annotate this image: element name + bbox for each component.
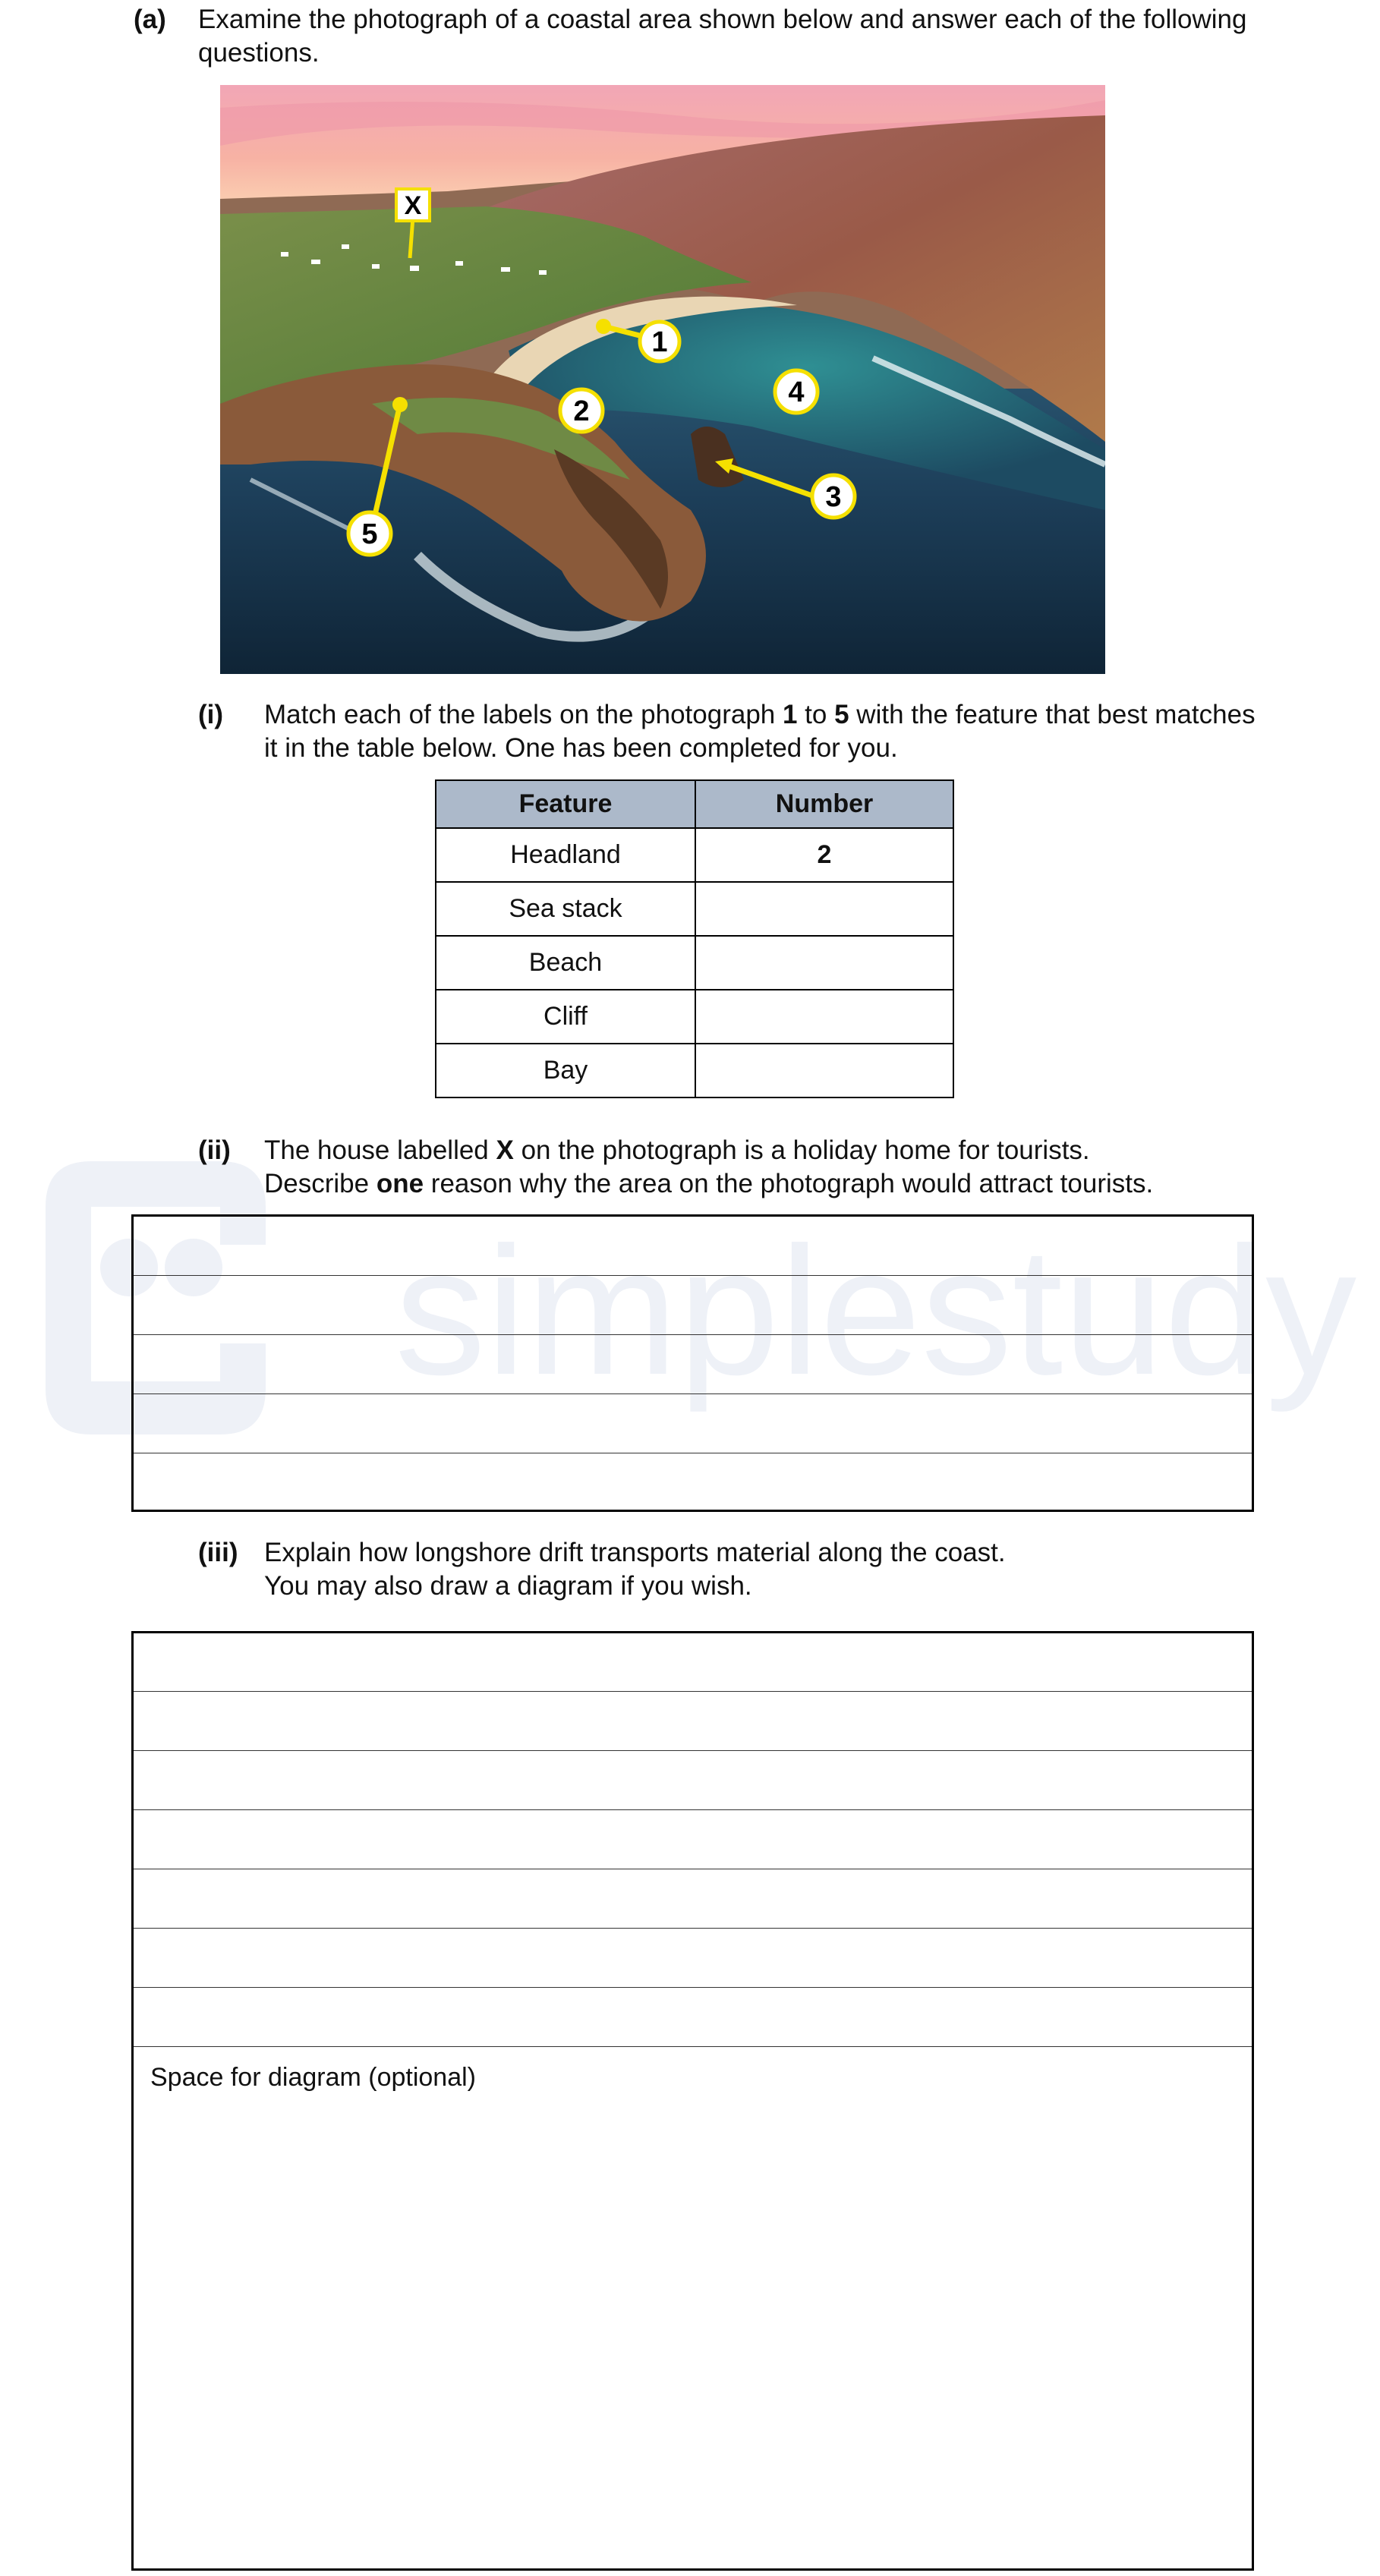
label-1-text: 1 xyxy=(651,326,668,358)
answer-line xyxy=(134,1691,1252,1692)
label-2-text: 2 xyxy=(573,395,590,427)
number-cell[interactable] xyxy=(695,936,953,990)
number-cell[interactable] xyxy=(695,990,953,1044)
label-3-text: 3 xyxy=(825,481,842,513)
part-i-line2: it in the table below. One has been completed for you. xyxy=(264,733,898,763)
number-cell[interactable] xyxy=(695,1044,953,1097)
feature-cell: Sea stack xyxy=(436,882,695,936)
part-iii-line1: Explain how longshore drift transports material along the coast. xyxy=(264,1538,1006,1567)
part-iii-line2: You may also draw a diagram if you wish. xyxy=(264,1571,752,1601)
table-row xyxy=(436,828,953,882)
answer-line xyxy=(134,1334,1252,1335)
answer-box-iii[interactable] xyxy=(131,1631,1254,2571)
answer-line xyxy=(134,1750,1252,1751)
answer-box-ii[interactable] xyxy=(131,1214,1254,1512)
feature-cell: Headland xyxy=(436,828,695,882)
number-cell: 2 xyxy=(695,828,953,882)
part-a-intro-line2: questions. xyxy=(198,38,320,68)
table-row xyxy=(436,1044,953,1097)
label-x-text: X xyxy=(404,191,422,220)
part-ii-line1: The house labelled X on the photograph is a holiday home for tourists. xyxy=(264,1135,1090,1165)
watermark-text: simplestudy xyxy=(395,1209,1357,1412)
answer-line xyxy=(134,1987,1252,1988)
part-i-label: (i) xyxy=(198,700,224,729)
answer-line xyxy=(134,1928,1252,1929)
diagram-space-label: Space for diagram (optional) xyxy=(150,2063,477,2092)
table-row xyxy=(436,882,953,936)
part-a-label: (a) xyxy=(134,5,166,34)
answer-line xyxy=(134,1809,1252,1810)
diagram-divider xyxy=(134,2046,1252,2047)
photo-label-2 xyxy=(560,389,603,432)
photo-label-4 xyxy=(775,370,818,413)
part-a-intro-line1: Examine the photograph of a coastal area shown below and answer each of the following xyxy=(198,5,1247,34)
feature-cell: Cliff xyxy=(436,990,695,1044)
number-cell[interactable] xyxy=(695,882,953,936)
table-row xyxy=(436,936,953,990)
answer-line xyxy=(134,1275,1252,1276)
label-5-text: 5 xyxy=(361,518,378,550)
table-row xyxy=(436,990,953,1044)
feature-cell: Beach xyxy=(436,936,695,990)
part-ii-line2: Describe one reason why the area on the photograph would attract tourists. xyxy=(264,1169,1154,1198)
part-iii-label: (iii) xyxy=(198,1538,238,1567)
table-header-row xyxy=(436,780,953,828)
coastal-photograph xyxy=(220,85,1105,674)
part-ii-label: (ii) xyxy=(198,1135,231,1165)
part-i-line1: Match each of the labels on the photograph 1 to 5 with the feature that best matches xyxy=(264,700,1256,729)
header-feature: Feature xyxy=(436,780,695,828)
feature-cell: Bay xyxy=(436,1044,695,1097)
label-4-text: 4 xyxy=(788,376,805,408)
header-number: Number xyxy=(695,780,953,828)
answer-line xyxy=(134,1393,1252,1394)
feature-table xyxy=(435,779,954,1098)
